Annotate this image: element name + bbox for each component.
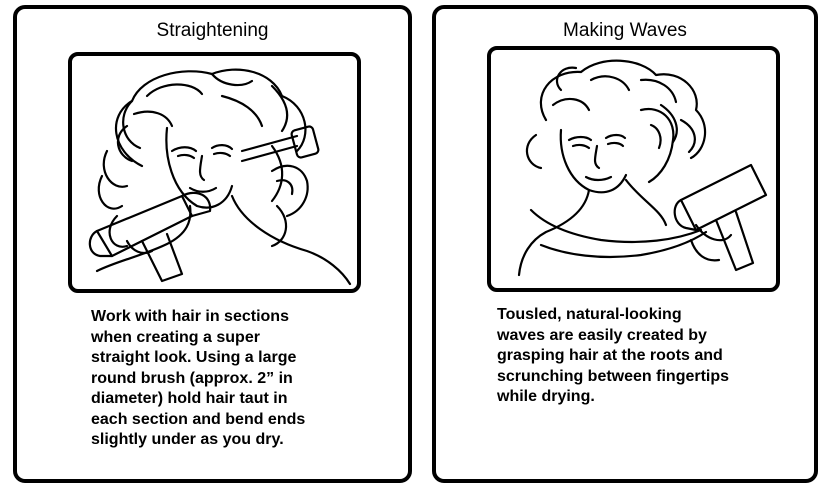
caption-line: scrunching between fingertips — [497, 367, 730, 385]
caption-line: diameter) hold hair taut in — [91, 390, 288, 407]
making-waves-title: Making Waves — [563, 20, 687, 41]
straightening-caption — [91, 307, 305, 451]
making-waves-caption — [497, 305, 729, 408]
caption-line: slightly under as you dry. — [91, 431, 284, 448]
woman-straightening-hair-icon — [72, 56, 357, 289]
making-waves-illustration-frame — [487, 46, 780, 292]
caption-line: when creating a super — [91, 328, 260, 346]
straightening-illustration-frame — [68, 52, 361, 293]
woman-making-waves-icon — [491, 50, 776, 288]
making-waves-card — [432, 5, 818, 483]
caption-line: each section and bend ends — [91, 410, 306, 428]
caption-line: Tousled, natural-looking — [497, 306, 682, 323]
caption-line: Work with hair in sections — [91, 308, 289, 325]
straightening-title: Straightening — [156, 20, 269, 41]
caption-line: while drying. — [497, 388, 595, 405]
caption-line: straight look. Using a large — [91, 349, 297, 366]
caption-line: grasping hair at the roots and — [497, 347, 723, 364]
caption-line: round brush (approx. 2” in — [91, 369, 293, 387]
caption-line: waves are easily created by — [497, 326, 707, 344]
straightening-card — [13, 5, 412, 483]
